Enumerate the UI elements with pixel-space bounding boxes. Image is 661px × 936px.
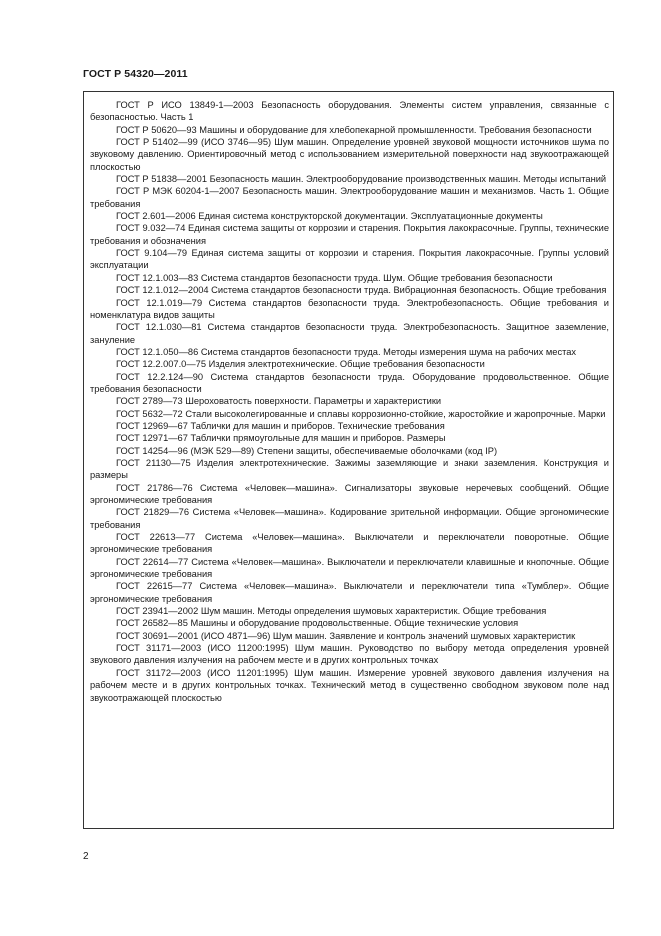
reference-entry: ГОСТ 12.1.050—86 Система стандартов безопасности труда. Методы измерения шума на рабочих местах [116,346,577,357]
reference-entry: ГОСТ Р 50620—93 Машины и оборудование для хлебопекарной промышленности. Требования безопасности [116,124,592,135]
reference-entry: ГОСТ 21786—76 Система «Человек—машина». Сигнализаторы звуковые неречевых сообщений. Общие эргономические требования [90,482,609,505]
reference-entry: ГОСТ 2.601—2006 Единая система конструкторской документации. Эксплуатационные документы [116,211,543,222]
reference-entry: ГОСТ Р ИСО 13849-1—2003 Безопасность оборудования. Элементы систем управления, связанные с безопасностью. Часть 1 [90,100,609,123]
page-header: ГОСТ Р 54320—2011 [83,68,188,80]
references-frame [83,91,614,829]
reference-entry: ГОСТ 22614—77 Система «Человек—машина». Выключатели и переключатели клавишные и кнопочные. Общие эргономические требования [90,556,609,580]
reference-entry: ГОСТ 26582—85 Машины и оборудование продовольственные. Общие технические условия [116,618,519,629]
reference-entry: ГОСТ 23941—2002 Шум машин. Методы определения шумовых характеристик. Общие требования [116,606,547,617]
reference-entry: ГОСТ 22615—77 Система «Человек—машина». Выключатели и переключатели типа «Тумблер». Общие эргономические требования [90,581,609,604]
reference-entry: ГОСТ 30691—2001 (ИСО 4871—96) Шум машин. Заявление и контроль значений шумовых характеристик [116,630,576,641]
reference-entry: ГОСТ Р 51838—2001 Безопасность машин. Электрооборудование производственных машин. Методы испытаний [116,174,607,185]
reference-entry: ГОСТ 22613—77 Система «Человек—машина». Выключатели и переключатели поворотные. Общие эргономические требования [90,532,609,555]
reference-entry: ГОСТ 12971—67 Таблички прямоугольные для машин и приборов. Размеры [116,433,446,444]
reference-entry: ГОСТ 12.1.019—79 Система стандартов безопасности труда. Электробезопасность. Общие требования и номенклатура видов защиты [90,297,609,320]
reference-entry: ГОСТ 5632—72 Стали высоколегированные и сплавы коррозионно-стойкие, жаростойкие и жаропрочные. Марки [116,408,606,419]
reference-entry: ГОСТ Р МЭК 60204-1—2007 Безопасность машин. Электрооборудование машин и механизмов. Часть 1. Общие требования [90,186,609,209]
reference-entry: ГОСТ 21829—76 Система «Человек—машина». Кодирование зрительной информации. Общие эргономические требования [90,507,609,530]
references-list [90,99,609,704]
reference-entry: ГОСТ 12.2.124—90 Система стандартов безопасности труда. Оборудование продовольственное. Общие требования безопасности [90,371,609,394]
reference-entry: ГОСТ 14254—96 (МЭК 529—89) Степени защиты, обеспечиваемые оболочками (код IP) [116,445,498,456]
reference-entry: ГОСТ 12969—67 Таблички для машин и приборов. Технические требования [116,420,445,431]
reference-entry: ГОСТ 9.104—79 Единая система защиты от коррозии и старения. Покрытия лакокрасочные. Группы условий эксплуатации [90,248,609,271]
reference-entry: ГОСТ 31172—2003 (ИСО 11201:1995) Шум машин. Измерение уровней звукового давления излучения на рабочем месте и в других контрольных точках. Технический метод в существенно свободном звуковом поле над звукоотражающей плоскостью [90,667,609,703]
reference-entry: ГОСТ Р 51402—99 (ИСО 3746—95) Шум машин. Определение уровней звуковой мощности источников шума по звуковому давлению. Ориентировочный метод с использованием измерительной поверхности над звукоотражающей плоскостью [90,137,609,172]
reference-entry: ГОСТ 9.032—74 Единая система защиты от коррозии и старения. Покрытия лакокрасочные. Группы, технические требования и обозначения [90,223,609,246]
reference-entry: ГОСТ 31171—2003 (ИСО 11200:1995) Шум машин. Руководство по выбору метода определения уровней звукового давления излучения на рабочем месте и в других контрольных точках [90,643,609,666]
page-number: 2 [83,851,89,862]
reference-entry: ГОСТ 21130—75 Изделия электротехнические. Зажимы заземляющие и знаки заземления. Конструкция и размеры [90,457,609,481]
reference-entry: ГОСТ 12.1.012—2004 Система стандартов безопасности труда. Вибрационная безопасность. Общие требования [116,285,607,296]
reference-entry: ГОСТ 12.1.030—81 Система стандартов безопасности труда. Электробезопасность. Защитное заземление, зануление [90,322,609,345]
reference-entry: ГОСТ 12.2.007.0—75 Изделия электротехнические. Общие требования безопасности [116,359,485,370]
reference-entry: ГОСТ 12.1.003—83 Система стандартов безопасности труда. Шум. Общие требования безопасности [116,272,553,283]
reference-entry: ГОСТ 2789—73 Шероховатость поверхности. Параметры и характеристики [116,396,442,407]
